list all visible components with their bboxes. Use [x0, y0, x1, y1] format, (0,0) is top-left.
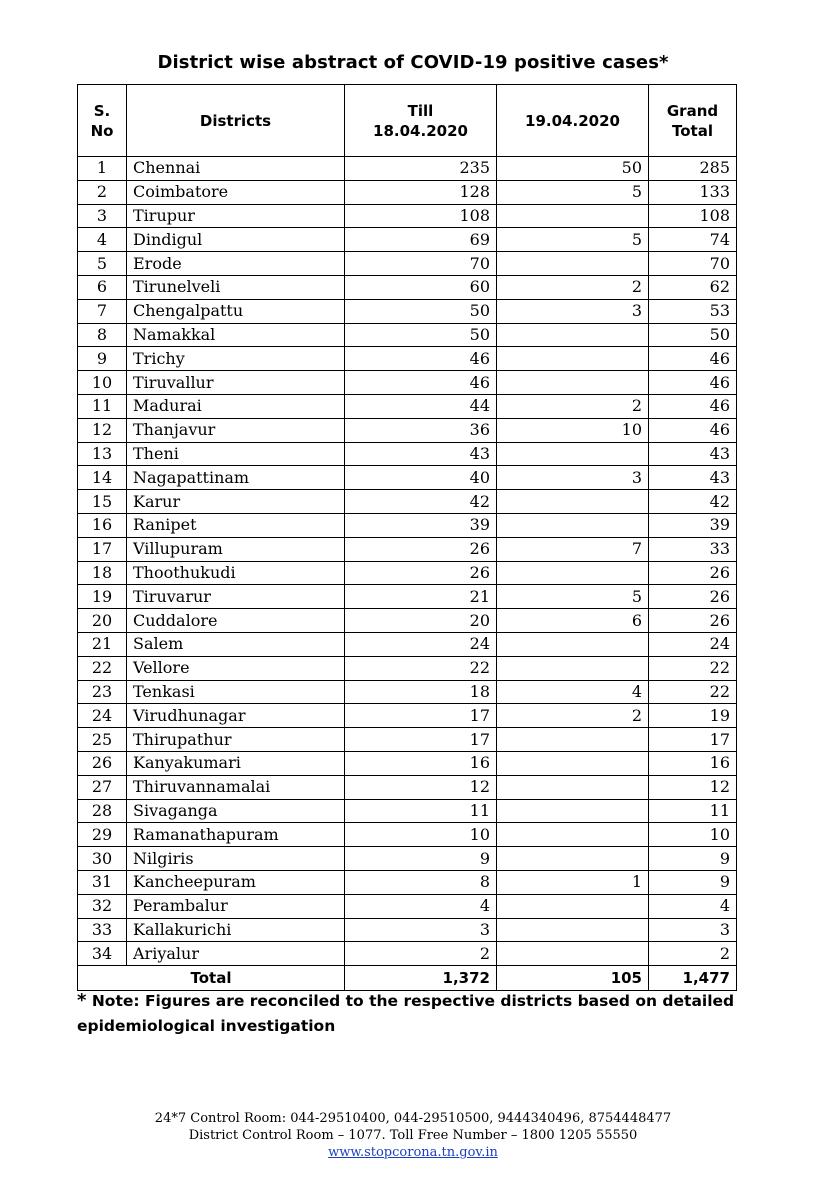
row-till: 22 [345, 656, 497, 680]
table-row [78, 466, 737, 490]
row-district: Coimbatore [127, 180, 345, 204]
row-district: Karur [127, 490, 345, 514]
table-row [78, 228, 737, 252]
row-day [497, 204, 649, 228]
row-total: 10 [649, 823, 737, 847]
row-sno: 32 [78, 894, 127, 918]
row-till: 16 [345, 751, 497, 775]
row-total: 3 [649, 918, 737, 942]
row-district: Thiruvannamalai [127, 775, 345, 799]
row-sno: 13 [78, 442, 127, 466]
table-row [78, 157, 737, 181]
row-day: 2 [497, 394, 649, 418]
row-day [497, 847, 649, 871]
table-row [78, 823, 737, 847]
row-district: Virudhunagar [127, 704, 345, 728]
table-row [78, 442, 737, 466]
row-sno: 12 [78, 418, 127, 442]
row-day [497, 371, 649, 395]
note-text: Note: Figures are reconciled to the respective districts based on detailed epidemiological investigation [77, 992, 735, 1035]
row-sno: 10 [78, 371, 127, 395]
row-district: Kanyakumari [127, 751, 345, 775]
table-header-row [78, 85, 737, 157]
row-sno: 28 [78, 799, 127, 823]
table-row [78, 728, 737, 752]
row-total: 39 [649, 513, 737, 537]
row-total: 2 [649, 942, 737, 966]
table-row [78, 371, 737, 395]
row-day [497, 323, 649, 347]
row-total: 46 [649, 347, 737, 371]
row-district: Madurai [127, 394, 345, 418]
row-district: Tiruvarur [127, 585, 345, 609]
row-district: Villupuram [127, 537, 345, 561]
header-grand-line2: Total [672, 121, 713, 140]
row-total: 46 [649, 418, 737, 442]
row-district: Ranipet [127, 513, 345, 537]
row-till: 50 [345, 299, 497, 323]
row-day [497, 823, 649, 847]
row-total: 4 [649, 894, 737, 918]
row-sno: 18 [78, 561, 127, 585]
table-row [78, 275, 737, 299]
total-grand: 1,477 [649, 966, 737, 991]
table-row [78, 799, 737, 823]
total-row [78, 966, 737, 991]
row-day: 5 [497, 180, 649, 204]
row-total: 133 [649, 180, 737, 204]
row-day [497, 942, 649, 966]
row-till: 69 [345, 228, 497, 252]
row-total: 26 [649, 585, 737, 609]
table-row [78, 775, 737, 799]
table-row [78, 180, 737, 204]
row-sno: 5 [78, 252, 127, 276]
row-sno: 19 [78, 585, 127, 609]
header-sno-line2: No [90, 121, 114, 140]
row-sno: 22 [78, 656, 127, 680]
table-row [78, 418, 737, 442]
row-district: Thoothukudi [127, 561, 345, 585]
row-sno: 34 [78, 942, 127, 966]
table-row [78, 751, 737, 775]
header-till-line2: 18.04.2020 [373, 121, 468, 140]
row-day [497, 513, 649, 537]
row-day: 2 [497, 275, 649, 299]
row-total: 9 [649, 847, 737, 871]
row-day: 10 [497, 418, 649, 442]
row-sno: 30 [78, 847, 127, 871]
row-sno: 3 [78, 204, 127, 228]
row-day: 3 [497, 466, 649, 490]
row-district: Tiruvallur [127, 371, 345, 395]
row-day [497, 490, 649, 514]
table-row [78, 870, 737, 894]
row-sno: 17 [78, 537, 127, 561]
row-district: Thirupathur [127, 728, 345, 752]
row-district: Nagapattinam [127, 466, 345, 490]
table-row [78, 942, 737, 966]
row-district: Tenkasi [127, 680, 345, 704]
row-total: 46 [649, 394, 737, 418]
table-body [78, 157, 737, 966]
row-district: Ramanathapuram [127, 823, 345, 847]
row-district: Tirupur [127, 204, 345, 228]
row-sno: 14 [78, 466, 127, 490]
row-district: Chennai [127, 157, 345, 181]
row-district: Erode [127, 252, 345, 276]
row-day: 5 [497, 228, 649, 252]
row-day [497, 751, 649, 775]
total-day: 105 [497, 966, 649, 991]
table-row [78, 656, 737, 680]
row-day [497, 561, 649, 585]
footer-control-room: 24*7 Control Room: 044-29510400, 044-29510500, 9444340496, 8754448477 [154, 1111, 672, 1126]
row-day [497, 728, 649, 752]
row-day [497, 918, 649, 942]
header-till-line1: Till [407, 101, 434, 120]
row-total: 16 [649, 751, 737, 775]
table-row [78, 204, 737, 228]
row-till: 46 [345, 371, 497, 395]
row-district: Dindigul [127, 228, 345, 252]
header-sno [78, 85, 127, 157]
page-title: District wise abstract of COVID-19 positive cases* [157, 52, 669, 73]
row-sno: 9 [78, 347, 127, 371]
row-day: 6 [497, 609, 649, 633]
row-till: 46 [345, 347, 497, 371]
row-till: 2 [345, 942, 497, 966]
footer-district-control: District Control Room – 1077. Toll Free Number – 1800 1205 55550 [188, 1128, 638, 1143]
row-till: 11 [345, 799, 497, 823]
row-day [497, 632, 649, 656]
row-till: 42 [345, 490, 497, 514]
row-till: 235 [345, 157, 497, 181]
row-till: 128 [345, 180, 497, 204]
row-till: 3 [345, 918, 497, 942]
row-total: 19 [649, 704, 737, 728]
table-row [78, 252, 737, 276]
row-total: 70 [649, 252, 737, 276]
row-total: 11 [649, 799, 737, 823]
row-sno: 21 [78, 632, 127, 656]
row-total: 43 [649, 466, 737, 490]
row-till: 26 [345, 561, 497, 585]
row-sno: 1 [78, 157, 127, 181]
row-total: 50 [649, 323, 737, 347]
row-total: 9 [649, 870, 737, 894]
row-total: 24 [649, 632, 737, 656]
note-asterisk: * [77, 990, 87, 1011]
row-sno: 33 [78, 918, 127, 942]
table-row [78, 632, 737, 656]
table-row [78, 894, 737, 918]
row-till: 60 [345, 275, 497, 299]
row-day [497, 799, 649, 823]
header-till [345, 85, 497, 157]
row-total: 42 [649, 490, 737, 514]
header-grand-line1: Grand [666, 101, 719, 120]
row-sno: 16 [78, 513, 127, 537]
row-day [497, 347, 649, 371]
row-district: Vellore [127, 656, 345, 680]
row-sno: 6 [78, 275, 127, 299]
header-sno-line1: S. [93, 101, 111, 120]
header-districts: Districts [127, 85, 345, 157]
row-day [497, 442, 649, 466]
row-district: Salem [127, 632, 345, 656]
row-till: 17 [345, 704, 497, 728]
row-total: 43 [649, 442, 737, 466]
row-sno: 7 [78, 299, 127, 323]
header-date: 19.04.2020 [497, 85, 649, 157]
row-total: 26 [649, 609, 737, 633]
row-total: 26 [649, 561, 737, 585]
row-till: 26 [345, 537, 497, 561]
row-total: 285 [649, 157, 737, 181]
table-row [78, 609, 737, 633]
row-sno: 26 [78, 751, 127, 775]
table-row [78, 323, 737, 347]
row-till: 10 [345, 823, 497, 847]
row-sno: 27 [78, 775, 127, 799]
row-district: Theni [127, 442, 345, 466]
row-till: 24 [345, 632, 497, 656]
row-sno: 4 [78, 228, 127, 252]
row-day: 1 [497, 870, 649, 894]
row-day [497, 252, 649, 276]
row-sno: 20 [78, 609, 127, 633]
row-sno: 31 [78, 870, 127, 894]
table-row [78, 490, 737, 514]
row-sno: 29 [78, 823, 127, 847]
footer [0, 1110, 826, 1161]
row-day: 2 [497, 704, 649, 728]
row-till: 8 [345, 870, 497, 894]
row-total: 62 [649, 275, 737, 299]
row-sno: 2 [78, 180, 127, 204]
row-till: 43 [345, 442, 497, 466]
row-district: Sivaganga [127, 799, 345, 823]
row-district: Ariyalur [127, 942, 345, 966]
row-district: Thanjavur [127, 418, 345, 442]
row-district: Kallakurichi [127, 918, 345, 942]
table-row [78, 537, 737, 561]
row-district: Kancheepuram [127, 870, 345, 894]
table-row [78, 394, 737, 418]
note [77, 988, 747, 1039]
row-sno: 8 [78, 323, 127, 347]
row-till: 12 [345, 775, 497, 799]
row-till: 39 [345, 513, 497, 537]
row-total: 53 [649, 299, 737, 323]
row-till: 50 [345, 323, 497, 347]
table-row [78, 704, 737, 728]
row-till: 108 [345, 204, 497, 228]
row-till: 70 [345, 252, 497, 276]
row-total: 22 [649, 656, 737, 680]
row-day: 4 [497, 680, 649, 704]
row-till: 21 [345, 585, 497, 609]
row-total: 46 [649, 371, 737, 395]
table-row [78, 513, 737, 537]
table-row [78, 847, 737, 871]
row-total: 12 [649, 775, 737, 799]
row-total: 108 [649, 204, 737, 228]
table-row [78, 299, 737, 323]
row-till: 9 [345, 847, 497, 871]
row-total: 22 [649, 680, 737, 704]
row-district: Cuddalore [127, 609, 345, 633]
row-sno: 15 [78, 490, 127, 514]
row-till: 36 [345, 418, 497, 442]
row-till: 18 [345, 680, 497, 704]
header-grand-total [649, 85, 737, 157]
row-sno: 11 [78, 394, 127, 418]
row-till: 4 [345, 894, 497, 918]
row-sno: 25 [78, 728, 127, 752]
row-day: 50 [497, 157, 649, 181]
row-till: 40 [345, 466, 497, 490]
row-district: Tirunelveli [127, 275, 345, 299]
row-total: 33 [649, 537, 737, 561]
row-till: 20 [345, 609, 497, 633]
table-row [78, 561, 737, 585]
row-sno: 24 [78, 704, 127, 728]
row-day: 3 [497, 299, 649, 323]
row-district: Chengalpattu [127, 299, 345, 323]
row-total: 17 [649, 728, 737, 752]
row-sno: 23 [78, 680, 127, 704]
row-till: 44 [345, 394, 497, 418]
total-till: 1,372 [345, 966, 497, 991]
row-day: 7 [497, 537, 649, 561]
website-link[interactable]: www.stopcorona.tn.gov.in [328, 1145, 498, 1160]
total-label: Total [78, 966, 345, 991]
row-day: 5 [497, 585, 649, 609]
table-row [78, 347, 737, 371]
row-district: Trichy [127, 347, 345, 371]
row-day [497, 775, 649, 799]
row-district: Nilgiris [127, 847, 345, 871]
row-day [497, 894, 649, 918]
row-total: 74 [649, 228, 737, 252]
row-district: Namakkal [127, 323, 345, 347]
table-row [78, 585, 737, 609]
row-day [497, 656, 649, 680]
table-row [78, 680, 737, 704]
table-row [78, 918, 737, 942]
row-district: Perambalur [127, 894, 345, 918]
row-till: 17 [345, 728, 497, 752]
cases-table [77, 84, 737, 991]
